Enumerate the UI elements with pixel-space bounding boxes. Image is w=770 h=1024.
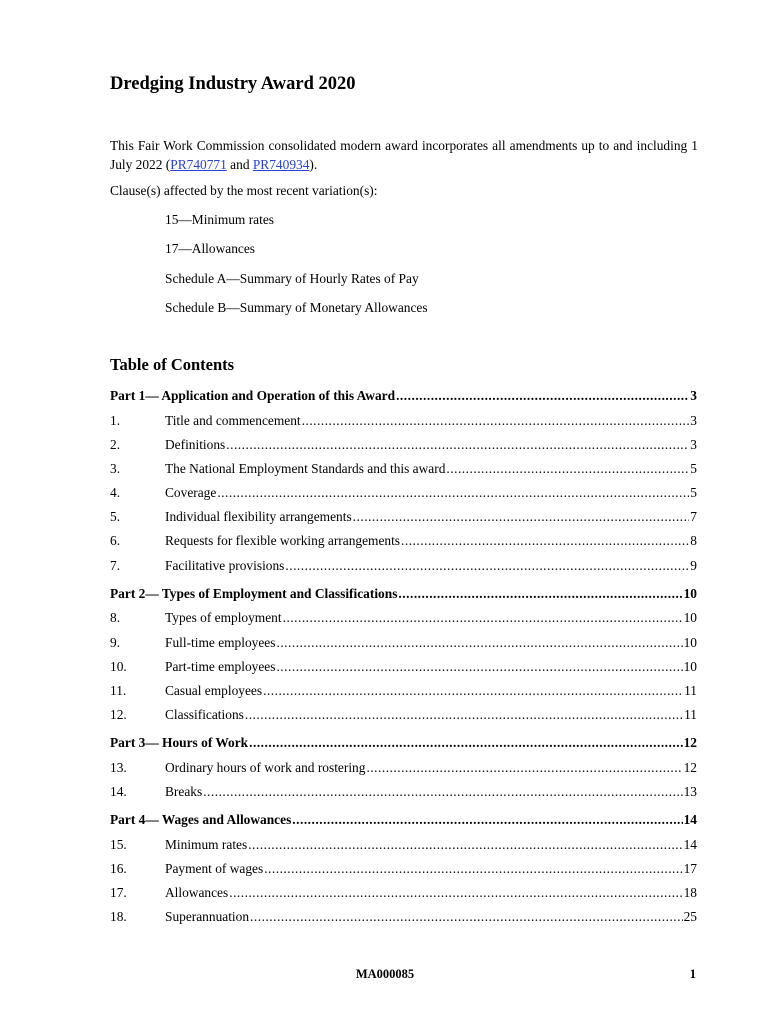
- toc-entry-label: Facilitative provisions: [165, 557, 285, 573]
- toc-page-number: 13: [683, 783, 697, 799]
- toc-page-number: 8: [690, 533, 697, 549]
- intro-text-after: ).: [309, 157, 318, 172]
- toc-leader-dots: [353, 507, 690, 527]
- toc-entry[interactable]: [110, 835, 697, 859]
- toc-leader-dots: [276, 657, 682, 677]
- toc-entry[interactable]: [110, 859, 697, 883]
- toc-entry-number: 12.: [110, 707, 127, 723]
- toc-leader-dots: [401, 531, 689, 551]
- toc-entry-label: Allowances: [165, 885, 229, 900]
- toc-entry-label: Title and commencement: [165, 412, 301, 428]
- toc-part-label: Part 4— Wages and Allowances: [110, 812, 292, 828]
- toc-leader-dots: [292, 810, 682, 830]
- toc-entry[interactable]: [110, 459, 697, 483]
- toc-page-number: 3: [690, 436, 697, 452]
- toc-entry[interactable]: [110, 782, 697, 806]
- toc-leader-dots: [263, 681, 683, 701]
- toc-entry[interactable]: [110, 758, 697, 782]
- toc-leader-dots: [398, 584, 682, 604]
- toc-entry[interactable]: [110, 531, 697, 555]
- toc-entry-number: 3.: [110, 460, 121, 476]
- toc-page-number: 25: [683, 909, 697, 925]
- toc-entry-number: 11.: [110, 682, 127, 698]
- toc-leader-dots: [302, 411, 690, 431]
- toc-leader-dots: [264, 859, 682, 879]
- toc-entry-number: 1.: [110, 412, 121, 428]
- toc-entry[interactable]: [110, 556, 697, 580]
- toc-entry-number: 7.: [110, 557, 121, 573]
- toc-heading: Table of Contents: [110, 355, 235, 374]
- toc-entry[interactable]: [110, 907, 697, 931]
- toc-entry[interactable]: [110, 705, 697, 729]
- toc-page-number: 12: [683, 759, 697, 775]
- affected-clause-item: Schedule A—Summary of Hourly Rates of Pay: [165, 270, 419, 286]
- pr740771-link[interactable]: PR740771: [170, 157, 227, 172]
- toc-entry[interactable]: [110, 483, 697, 507]
- toc-page-number: 10: [683, 610, 697, 626]
- toc-entry-number: 13.: [110, 759, 127, 775]
- toc-page-number: 5: [690, 460, 697, 476]
- toc-leader-dots: [285, 556, 689, 576]
- toc-leader-dots: [203, 782, 682, 802]
- toc-entry-label: Superannuation: [165, 909, 250, 925]
- toc-entry-label: Requests for flexible working arrangements: [165, 533, 401, 549]
- toc-page-number: 17: [683, 860, 697, 876]
- toc-part-label: Part 3— Hours of Work: [110, 735, 249, 751]
- toc-entry-label: Minimum rates: [165, 836, 248, 852]
- toc-entry-label: Part-time employees: [165, 658, 276, 674]
- toc-page-number: 18: [683, 885, 697, 900]
- toc-part-1[interactable]: [110, 386, 697, 411]
- toc-entry[interactable]: [110, 411, 697, 435]
- toc-entry-label: Casual employees: [165, 682, 263, 698]
- toc-entry-label: Individual flexibility arrangements: [165, 509, 352, 525]
- toc-entry-label: Definitions: [165, 436, 226, 452]
- toc-entry-number: 5.: [110, 509, 121, 525]
- toc-entry-label: Payment of wages: [165, 860, 264, 876]
- affected-clause-item: 17—Allowances: [165, 241, 255, 257]
- toc-leader-dots: [276, 633, 682, 653]
- toc-part-label: Part 2— Types of Employment and Classifications: [110, 585, 398, 601]
- toc-leader-dots: [229, 883, 682, 903]
- intro-text-between: and: [226, 157, 253, 172]
- toc-entry-label: Full-time employees: [165, 634, 276, 650]
- toc-part-4[interactable]: [110, 810, 697, 835]
- toc-entry[interactable]: [110, 507, 697, 531]
- toc-part-2[interactable]: [110, 584, 697, 609]
- toc-leader-dots: [249, 733, 682, 753]
- footer-page-number: 1: [689, 967, 696, 981]
- toc-leader-dots: [283, 608, 683, 628]
- toc-page-number: 10: [683, 658, 697, 674]
- toc-entry[interactable]: [110, 883, 697, 907]
- toc-entry-number: 9.: [110, 634, 121, 650]
- toc-entry[interactable]: [110, 608, 697, 632]
- toc-entry-label: The National Employment Standards and this award: [165, 460, 446, 476]
- toc-part-label: Part 1— Application and Operation of this Award: [110, 388, 396, 403]
- toc-entry-number: 14.: [110, 783, 127, 799]
- toc-page-number: 7: [690, 509, 697, 525]
- toc-entry-number: 4.: [110, 485, 121, 501]
- toc-entry-number: 16.: [110, 860, 127, 876]
- toc-entry-label: Ordinary hours of work and rostering: [165, 759, 366, 775]
- intro-text-before: This Fair Work Commission consolidated modern award incorporates all amendments up to and including 1 July 2022 (: [110, 138, 698, 172]
- toc-entry-label: Coverage: [165, 485, 217, 501]
- toc-entry-label: Breaks: [165, 783, 203, 799]
- footer-award-code: MA000085: [355, 967, 415, 981]
- toc-entry-label: Classifications: [165, 707, 244, 723]
- toc-page-number: 5: [690, 485, 697, 501]
- table-of-contents: [110, 386, 697, 931]
- document-title: Dredging Industry Award 2020: [110, 74, 356, 94]
- affected-clause-item: 15—Minimum rates: [165, 212, 274, 227]
- toc-entry-number: 2.: [110, 436, 121, 452]
- toc-leader-dots: [396, 386, 689, 406]
- toc-entry-label: Types of employment: [165, 610, 282, 626]
- toc-entry[interactable]: [110, 681, 697, 705]
- affected-clauses-label: Clause(s) affected by the most recent variation(s):: [110, 183, 378, 198]
- toc-page-number: 3: [690, 388, 697, 403]
- toc-entry[interactable]: [110, 633, 697, 657]
- affected-clause-item: Schedule B—Summary of Monetary Allowances: [165, 299, 428, 315]
- toc-entry[interactable]: [110, 435, 697, 459]
- toc-entry-number: 10.: [110, 658, 127, 674]
- toc-part-3[interactable]: [110, 733, 697, 758]
- toc-page-number: 10: [683, 634, 697, 650]
- intro-paragraph: [110, 136, 698, 174]
- toc-entry-number: 17.: [110, 885, 127, 900]
- toc-leader-dots: [248, 835, 682, 855]
- toc-entry[interactable]: [110, 657, 697, 681]
- toc-leader-dots: [217, 483, 689, 503]
- toc-page-number: 11: [684, 707, 697, 723]
- pr740934-link[interactable]: PR740934: [252, 157, 310, 172]
- toc-entry-number: 8.: [110, 610, 121, 626]
- toc-entry-number: 15.: [110, 836, 127, 852]
- affected-clauses-list: [165, 210, 428, 327]
- toc-page-number: 14: [683, 836, 697, 852]
- toc-leader-dots: [226, 435, 689, 455]
- toc-page-number: 12: [683, 735, 697, 751]
- toc-page-number: 3: [690, 412, 697, 428]
- toc-entry-number: 6.: [110, 533, 121, 549]
- toc-page-number: 10: [683, 585, 697, 601]
- toc-leader-dots: [366, 758, 682, 778]
- toc-leader-dots: [245, 705, 683, 725]
- toc-page-number: 9: [690, 557, 697, 573]
- toc-page-number: 14: [683, 812, 697, 828]
- toc-leader-dots: [446, 459, 689, 479]
- toc-entry-number: 18.: [110, 909, 127, 925]
- toc-leader-dots: [250, 907, 683, 927]
- toc-page-number: 11: [684, 682, 697, 698]
